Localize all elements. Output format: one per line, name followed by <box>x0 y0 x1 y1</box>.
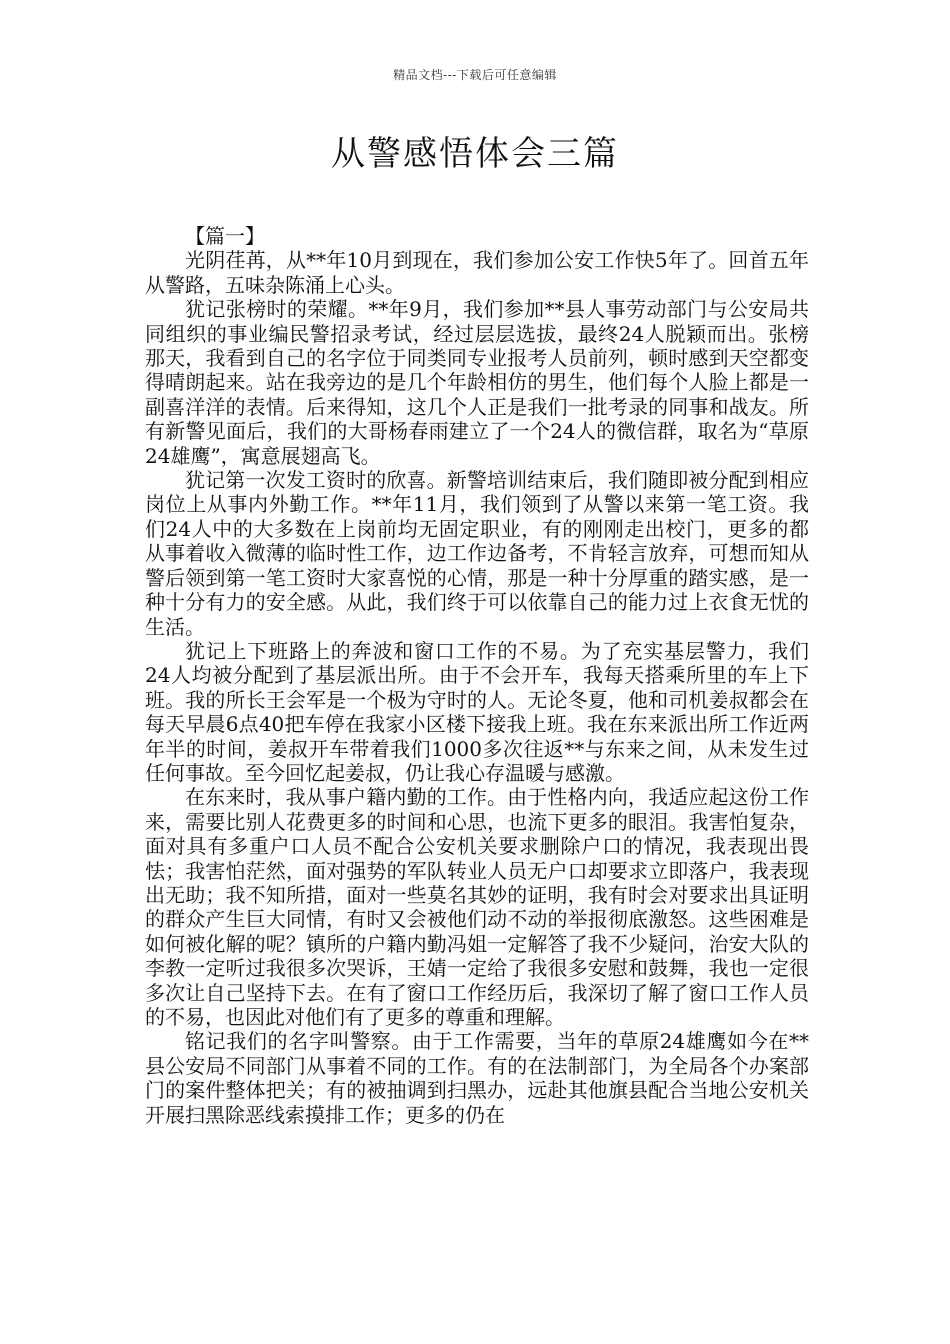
section-heading: 【篇一】 <box>185 224 265 248</box>
paragraph-6: 铭记我们的名字叫警察。由于工作需要，当年的草原24雄鹰如今在**县公安局不同部门从事着不同的工作。有的在法制部门，为全局各个办案部门的案件整体把关；有的被抽调到扫黑办，远赴其他旗县配合当地公安机关开展扫黑除恶线索摸排工作；更多的仍在 <box>145 1029 809 1127</box>
page-header-note: 精品文档---下载后可任意编辑 <box>393 68 557 82</box>
paragraph-5: 在东来时，我从事户籍内勤的工作。由于性格内向，我适应起这份工作来，需要比别人花费更多的时间和心思，也流下更多的眼泪。我害怕复杂，面对具有多重户口人员不配合公安机关要求删除户口的情况，我表现出畏怯；我害怕茫然，面对强势的军队转业人员无户口却要求立即落户，我表现出无助；我不知所措，面对一些莫名其妙的证明，我有时会对要求出具证明的群众产生巨大同情，有时又会被他们动不动的举报彻底激怒。这些困难是如何被化解的呢？镇所的户籍内勤冯姐一定解答了我不少疑问，治安大队的李教一定听过我很多次哭诉，王婧一定给了我很多安慰和鼓舞，我也一定很多次让自己坚持下去。在有了窗口工作经历后，我深切了解了窗口工作人员的不易，也因此对他们有了更多的尊重和理解。 <box>145 785 809 1029</box>
paragraph-3: 犹记第一次发工资时的欣喜。新警培训结束后，我们随即被分配到相应岗位上从事内外勤工作。**年11月，我们领到了从警以来第一笔工资。我们24人中的大多数在上岗前均无固定职业，有的刚刚走出校门，更多的都从事着收入微薄的临时性工作，边工作边备考，不肯轻言放弃，可想而知从警后领到第一笔工资时大家喜悦的心情，那是一种十分厚重的踏实感，是一种十分有力的安全感。从此，我们终于可以依靠自己的能力过上衣食无忧的生活。 <box>145 468 809 639</box>
paragraph-1: 光阴荏苒，从**年10月到现在，我们参加公安工作快5年了。回首五年从警路，五味杂陈涌上心头。 <box>145 248 809 297</box>
document-body <box>145 224 809 1127</box>
paragraph-2: 犹记张榜时的荣耀。**年9月，我们参加**县人事劳动部门与公安局共同组织的事业编民警招录考试，经过层层选拔，最终24人脱颖而出。张榜那天，我看到自己的名字位于同类同专业报考人员前列，顿时感到天空都变得晴朗起来。站在我旁边的是几个年龄相仿的男生，他们每个人脸上都是一副喜洋洋的表情。后来得知，这几个人正是我们一批考录的同事和战友。所有新警见面后，我们的大哥杨春雨建立了一个24人的微信群，取名为“草原24雄鹰”，寓意展翅高飞。 <box>145 297 809 468</box>
document-title: 从警感悟体会三篇 <box>331 134 619 174</box>
paragraph-4: 犹记上下班路上的奔波和窗口工作的不易。为了充实基层警力，我们24人均被分配到了基层派出所。由于不会开车，我每天搭乘所里的车上下班。我的所长王会军是一个极为守时的人。无论冬夏，他和司机姜叔都会在每天早晨6点40把车停在我家小区楼下接我上班。我在东来派出所工作近两年半的时间，姜叔开车带着我们1000多次往返**与东来之间，从未发生过任何事故。至今回忆起姜叔，仍让我心存温暖与感激。 <box>145 638 809 785</box>
